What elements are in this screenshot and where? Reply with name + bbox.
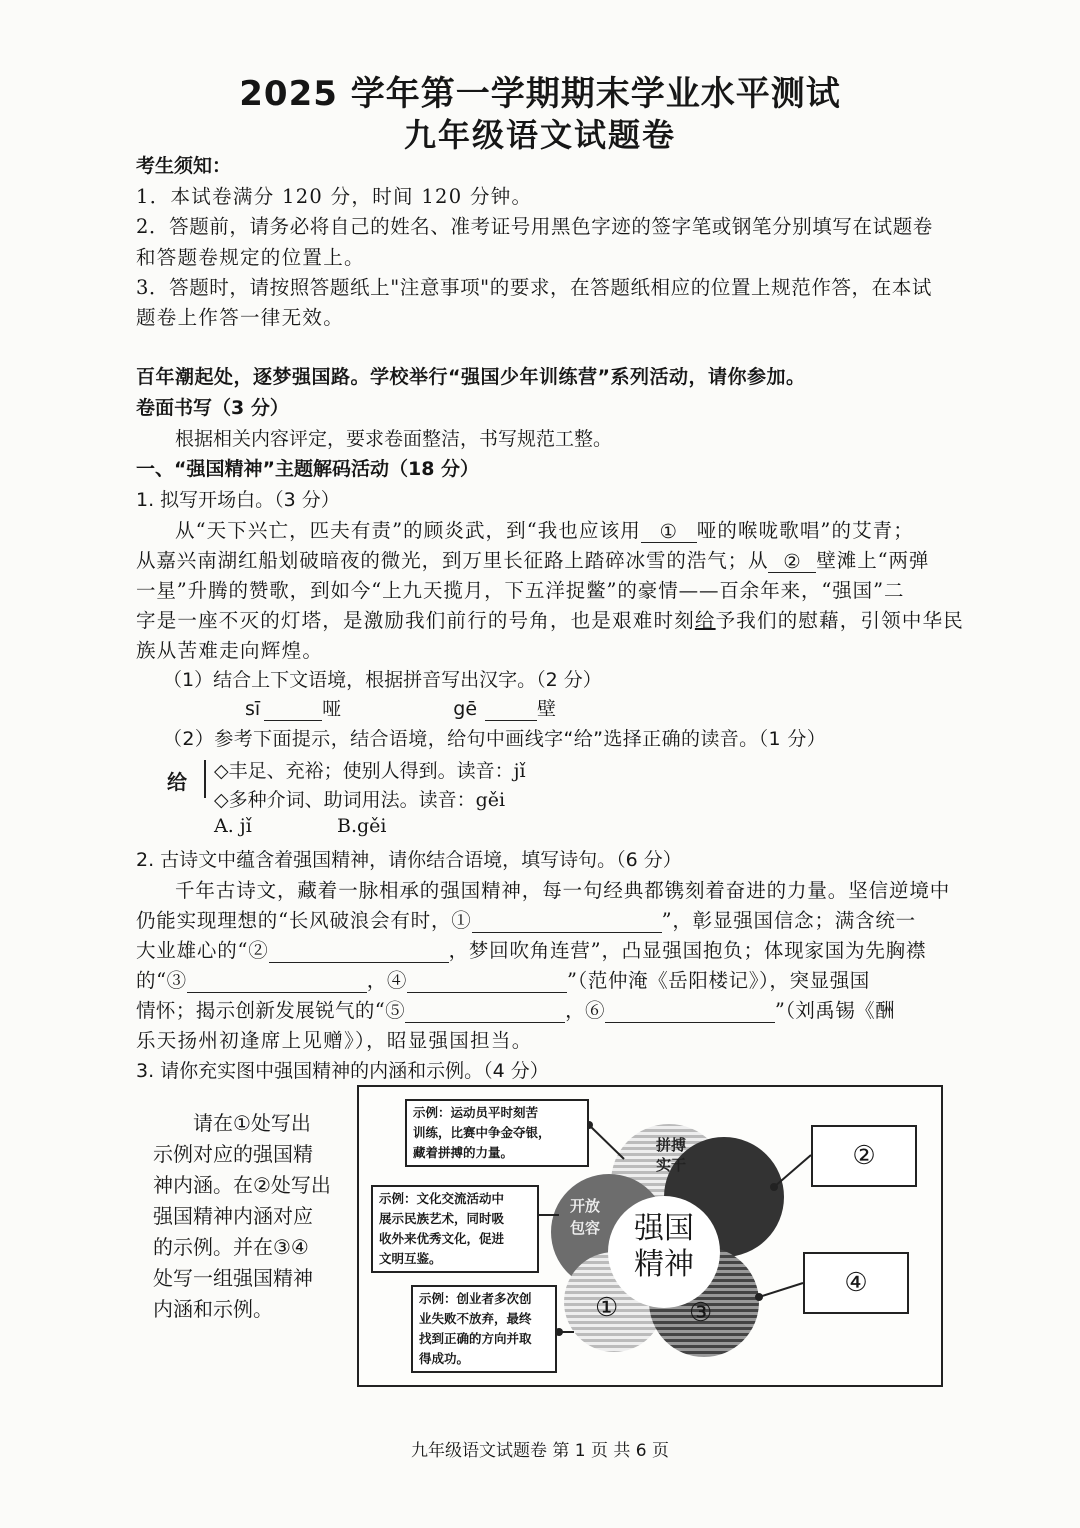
answer-ge-blank[interactable] (485, 698, 537, 721)
instr-line-2: 示例对应的强国精 (153, 1142, 313, 1166)
instr-line-5: 的示例。并在③④ (153, 1235, 309, 1259)
hint-bracket (204, 760, 210, 798)
connector-5 (759, 1283, 803, 1297)
instr-line-4: 强国精神内涵对应 (153, 1204, 313, 1228)
q1-sub2: （2）参考下面提示，结合语境，给句中画线字“给”选择正确的读音。（1 分） (163, 728, 827, 750)
q1-para-line3: 一星”升腾的赞歌，到如今“上九天揽月，下五洋捉鳖”的豪情——百余年来，“强国”二 (136, 579, 905, 602)
char-bi: 壁 (537, 698, 557, 720)
q1-p2b: 壁滩上“两弹 (816, 549, 930, 572)
poem-blank-1[interactable] (472, 910, 662, 933)
example-3-box: 示例：创业者多次创 业失败不放弃，最终 找到正确的方向并取 得成功。 (411, 1285, 557, 1373)
instr-line-6: 处写一组强国精神 (153, 1266, 313, 1290)
poem-blank-6[interactable] (605, 1000, 775, 1023)
center-line-2: 精神 (634, 1247, 694, 1282)
q1-para-line4 (136, 605, 964, 633)
q2-line3 (136, 935, 926, 963)
q2-l5b: ，⑥ (565, 999, 605, 1022)
mark-3: ③ (689, 1298, 713, 1328)
q2-l5a: 情怀；揭示创新发展锐气的“⑤ (136, 999, 406, 1022)
q1-p2a: 从嘉兴南湖红船划破暗夜的微光，到万里长征路上踏碎冰雪的浩气；从 (136, 549, 769, 572)
poem-blank-4[interactable] (407, 970, 567, 993)
center-line-1: 强国 (634, 1211, 694, 1246)
answer-box-2[interactable]: ② (811, 1125, 917, 1187)
q1-underlined-gei: 给 (694, 609, 716, 632)
handwriting-text: 根据相关内容评定，要求卷面整洁，书写规范工整。 (175, 428, 613, 450)
q3-title: 3. 请你充实图中强国精神的内涵和示例。（4 分） (136, 1060, 549, 1082)
q1-blank-2[interactable]: ② (768, 550, 816, 573)
q1-para-line5: 族从苦难走向辉煌。 (136, 639, 324, 662)
answer-si-blank[interactable] (264, 698, 322, 721)
page-footer: 九年级语文试题卷 第 1 页 共 6 页 (410, 1441, 670, 1461)
intro-text: 百年潮起处，逐梦强国路。学校举行“强国少年训练营”系列活动，请你参加。 (136, 366, 806, 388)
example-2-box: 示例：文化交流活动中 展示民族艺术，同时吸 收外来优秀文化，促进 文明互鉴。 (371, 1185, 539, 1273)
gei-hint-2: ◇多种介词、助词用法。读音：gěi (214, 789, 506, 811)
exam-title: 2025 学年第一学期期末学业水平测试 (239, 74, 841, 114)
notice-item-2-cont: 和答题卷规定的位置上。 (136, 246, 365, 269)
q1-p4a: 字是一座不灭的灯塔，是激励我们前行的号角，也是艰难时刻 (136, 609, 695, 632)
q1-p1b: 哑的喉咙歌唱”的艾青； (696, 519, 914, 542)
q2-l2a: 仍能实现理想的“长风破浪会有时，① (136, 909, 472, 932)
q1-p1a: 从“天下兴亡，匹夫有责”的顾炎武，到“我也应该用 (175, 519, 641, 542)
notice-item-3-cont: 题卷上作答一律无效。 (136, 306, 345, 329)
connector-dot-4 (770, 1183, 778, 1191)
option-b[interactable]: B.gěi (337, 815, 387, 837)
instr-line-3: 神内涵。在②处写出 (153, 1173, 331, 1197)
instr-line-7: 内涵和示例。 (153, 1297, 273, 1321)
q2-l4a: 的“③ (136, 969, 187, 992)
q2-l4c: ”（范仲淹《岳阳楼记》），突显强国 (566, 969, 870, 992)
q2-l5c: ”（刘禹锡《酬 (774, 999, 895, 1022)
exam-subtitle: 九年级语文试题卷 (403, 116, 676, 154)
answer-box-4[interactable]: ④ (803, 1252, 909, 1314)
instr-line-1: 请在①处写出 (193, 1111, 311, 1135)
q1-title: 1. 拟写开场白。（3 分） (136, 489, 340, 511)
q2-l4b: ，④ (366, 969, 407, 992)
notice-heading: 考生须知： (136, 155, 232, 177)
connector-1 (589, 1125, 624, 1159)
poem-blank-5[interactable] (405, 1000, 565, 1023)
petal-left-label: 开放 包容 (569, 1197, 600, 1237)
q2-line4 (136, 965, 870, 993)
q2-line1: 千年古诗文，藏着一脉相承的强国精神，每一句经典都镌刻着奋进的力量。坚信逆境中 (175, 879, 951, 902)
option-a[interactable]: A. jǐ (214, 815, 252, 837)
notice-item-2: 2．答题前，请务必将自己的姓名、准考证号用黑色字迹的签字笔或钢笔分别填写在试题卷 (136, 215, 933, 238)
q3-instructions (153, 1108, 331, 1325)
connector-dot-5 (755, 1293, 763, 1301)
q2-line2 (136, 905, 916, 933)
connector-4 (774, 1155, 811, 1187)
q2-line5 (136, 995, 895, 1023)
gei-char: 给 (167, 770, 187, 794)
q1-para-line2 (136, 545, 929, 573)
spirit-diagram (357, 1085, 943, 1387)
section1-title: 一、“强国精神”主题解码活动（18 分） (136, 458, 480, 480)
char-ya: 哑 (322, 698, 342, 720)
q2-title: 2. 古诗文中蕴含着强国精神，请你结合语境，填写诗句。（6 分） (136, 849, 682, 871)
q2-line6: 乐天扬州初逢席上见赠》），昭显强国担当。 (136, 1029, 533, 1052)
q2-l3b: ，梦回吹角连营”，凸显强国抱负；体现家国为先胸襟 (448, 939, 927, 962)
notice-item-1: 1．本试卷满分 120 分，时间 120 分钟。 (136, 185, 533, 208)
q1-para-line1 (175, 515, 914, 543)
petal-top-label: 拼搏 实干 (655, 1136, 686, 1174)
q1-blank-1[interactable]: ① (641, 520, 697, 543)
q2-l3a: 大业雄心的“② (136, 939, 269, 962)
mark-1: ① (595, 1293, 619, 1323)
poem-blank-3[interactable] (187, 970, 367, 993)
poem-blank-2[interactable] (269, 940, 449, 963)
notice-item-3: 3．答题时，请按照答题纸上"注意事项"的要求，在答题纸相应的位置上规范作答，在本试 (136, 276, 932, 299)
q1-p4b: 予我们的慰藉，引领中华民 (715, 609, 965, 632)
example-1-box: 示例：运动员平时刻苦 训练，比赛中争金夺银， 藏着拼搏的力量。 (405, 1099, 589, 1167)
pinyin-si: sī (245, 698, 261, 720)
q2-l2b: ”，彰显强国信念；满含统一 (661, 909, 916, 932)
center-title (624, 1211, 704, 1283)
q1-pinyin-row (245, 694, 556, 721)
handwriting-title: 卷面书写（3 分） (136, 397, 289, 419)
gei-hint-1: ◇丰足、充裕；使别人得到。读音：jǐ (214, 760, 526, 782)
pinyin-ge: gē (453, 698, 478, 720)
q1-sub1: （1）结合上下文语境，根据拼音写出汉字。（2 分） (163, 669, 602, 691)
